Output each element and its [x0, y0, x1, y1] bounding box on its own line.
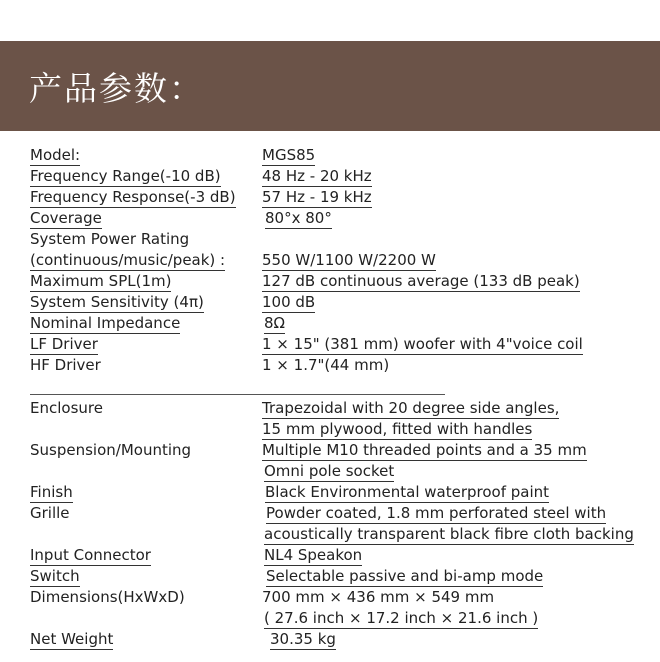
spec-value-finish: Black Environmental waterproof paint — [265, 483, 550, 501]
spec-label-max-spl: Maximum SPL(1m) — [30, 272, 172, 290]
spec-value-frequency-response: 57 Hz - 19 kHz — [262, 188, 372, 206]
spec-value-mounting-2: Omni pole socket — [264, 462, 395, 480]
spec-label-hf-driver: HF Driver — [30, 356, 101, 374]
spec-label-input-connector: Input Connector — [30, 546, 151, 564]
spec-label-enclosure: Enclosure — [30, 399, 103, 417]
spec-value-dimensions-2: ( 27.6 inch × 17.2 inch × 21.6 inch ) — [264, 609, 539, 627]
spec-value-sensitivity: 100 dB — [262, 293, 316, 311]
spec-label-switch: Switch — [30, 567, 80, 585]
spec-label-frequency-response: Frequency Response(-3 dB) — [30, 188, 236, 206]
spec-label-model: Model: — [30, 146, 81, 164]
spec-label-power-rating-sub: (continuous/music/peak) : — [30, 251, 226, 269]
spec-label-lf-driver: LF Driver — [30, 335, 98, 353]
spec-label-power-rating: System Power Rating — [30, 230, 190, 248]
spec-label-finish: Finish — [30, 483, 73, 501]
spec-value-hf-driver: 1 × 1.7"(44 mm) — [262, 356, 390, 374]
spec-label-frequency-range: Frequency Range(-10 dB) — [30, 167, 221, 185]
section-divider — [30, 394, 445, 395]
spec-label-net-weight: Net Weight — [30, 630, 114, 648]
spec-value-impedance: 8Ω — [264, 314, 286, 332]
spec-label-dimensions: Dimensions(HxWxD) — [30, 588, 185, 606]
spec-value-lf-driver: 1 × 15" (381 mm) woofer with 4"voice coil — [262, 335, 583, 353]
spec-label-grille: Grille — [30, 504, 70, 522]
page-title: 产品参数： — [29, 69, 204, 108]
spec-value-grille: Powder coated, 1.8 mm perforated steel with — [266, 504, 607, 522]
spec-value-model: MGS85 — [262, 146, 316, 164]
spec-value-coverage: 80°x 80° — [265, 209, 332, 227]
spec-value-power-rating: 550 W/1100 W/2200 W — [262, 251, 436, 269]
spec-value-dimensions: 700 mm × 436 mm × 549 mm — [262, 588, 495, 606]
spec-value-max-spl: 127 dB continuous average (133 dB peak) — [262, 272, 580, 290]
spec-value-switch: Selectable passive and bi-amp mode — [266, 567, 544, 585]
spec-value-net-weight: 30.35 kg — [270, 630, 336, 648]
spec-value-grille-2: acoustically transparent black fibre cloth backing — [264, 525, 634, 543]
spec-value-mounting: Multiple M10 threaded points and a 35 mm — [262, 441, 587, 459]
spec-value-frequency-range: 48 Hz - 20 kHz — [262, 167, 372, 185]
spec-label-sensitivity: System Sensitivity (4π) — [30, 293, 204, 311]
spec-value-enclosure-2: 15 mm plywood, fitted with handles — [262, 420, 533, 438]
spec-value-enclosure: Trapezoidal with 20 degree side angles, — [262, 399, 560, 417]
spec-value-input-connector: NL4 Speakon — [264, 546, 363, 564]
spec-label-coverage: Coverage — [30, 209, 102, 227]
spec-label-impedance: Nominal Impedance — [30, 314, 181, 332]
spec-label-mounting: Suspension/Mounting — [30, 441, 192, 459]
